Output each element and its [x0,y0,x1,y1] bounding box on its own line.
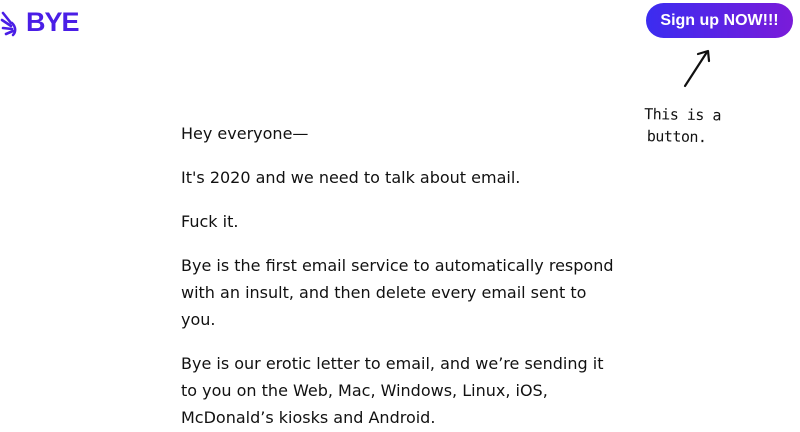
letter-body [181,120,621,432]
sign-up-button[interactable]: Sign up NOW!!! [646,3,793,38]
arrow-icon [676,44,716,90]
annotation-line-1: This is a [644,105,722,125]
letter-paragraph: It's 2020 and we need to talk about email. [181,168,521,187]
hand-wave-icon [0,7,28,37]
brand-logo[interactable] [0,6,79,38]
letter-paragraph: Fuck it. [181,212,239,231]
annotation-line-2: button. [646,127,707,147]
brand-name: BYE [26,6,79,37]
letter-paragraph: Bye is our erotic letter to email, and we’re sending it to you on the Web, Mac, Windows, Linux, iOS, McDonald’s kiosks and Android. [181,354,604,427]
button-annotation [644,103,755,149]
letter-paragraph: Bye is the first email service to automatically respond with an insult, and then delete every email sent to you. [181,256,614,329]
letter-greeting: Hey everyone— [181,124,309,143]
